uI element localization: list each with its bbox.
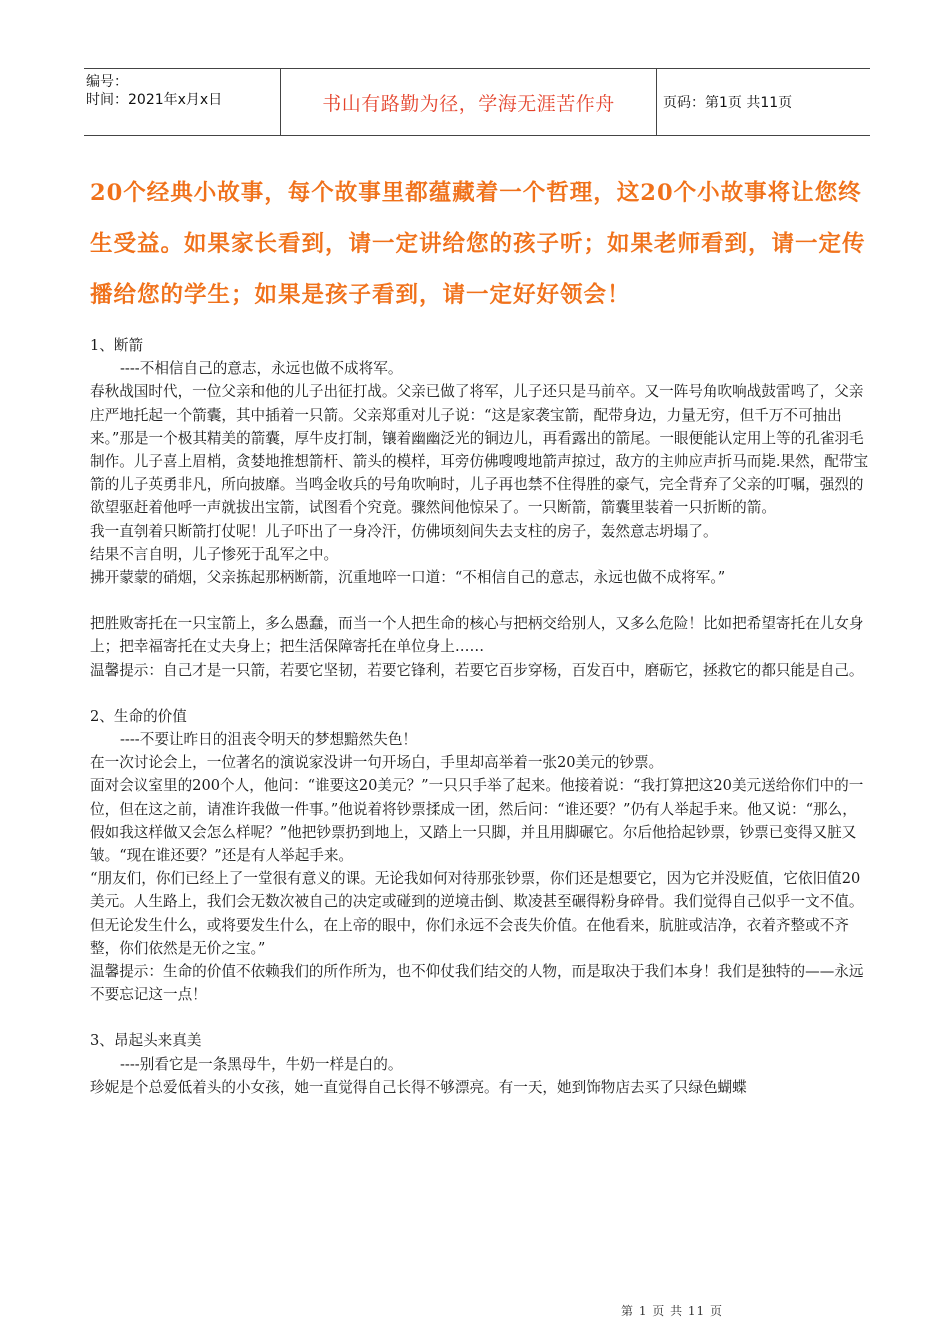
story-title: 2、生命的价值: [90, 707, 187, 725]
story-motto: ----不要让昨日的沮丧令明天的梦想黯然失色！: [120, 731, 418, 749]
story-motto: ----别看它是一条黑母牛，牛奶一样是白的。: [120, 1055, 403, 1073]
intro-heading: 20个经典小故事，每个故事里都蕴藏着一个哲理，这20个小故事将让您终生受益。如果家长看到，请一定讲给您的孩子听；如果老师看到，请一定传播给您的学生；如果是孩子看到，请一定好好领会！: [90, 180, 866, 308]
story-title: 3、昂起头来真美: [90, 1032, 202, 1050]
story-title: 1、断箭: [90, 337, 144, 354]
tip-paragraph: 温馨提示：生命的价值不依赖我们的所作所为，也不仰仗我们结交的人物，而是取决于我们本身！我们是独特的——永远不要忘记这一点！: [90, 963, 864, 1004]
story-paragraph: 结果不言自明，儿子惨死于乱军之中。: [90, 545, 339, 563]
story-paragraph: 珍妮是个总爱低着头的小女孩，她一直觉得自己长得不够漂亮。有一天，她到饰物店去买了只绿色蝴蝶: [90, 1078, 747, 1096]
spacer: [90, 589, 870, 612]
story-paragraph: 面对会议室里的200个人，他问：“谁要这20美元？”一只只手举了起来。他接着说：“我打算把这20美元送给你们中的一位，但在这之前，请准许我做一件事。”他说着将钞票揉成一团，然后问：“谁还要？”仍有人举起手来。他又说：“那么，假如我这样做又会怎么样呢？”他把钞票扔到地上，又踏上一只脚，并且用脚碾它。尔后他拾起钞票，钞票已变得又脏又皱。“现在谁还要？”还是有人举起手来。: [90, 777, 864, 865]
story-paragraph: 我一直刳着只断箭打仗呢！儿子吓出了一身冷汗，仿佛顷刻间失去支柱的房子，轰然意志坍塌了。: [90, 522, 718, 540]
date-label: 时间：2021年x月x日: [86, 92, 223, 108]
story-motto: ----不相信自己的意志，永远也做不成将军。: [120, 360, 403, 378]
tip-paragraph: 温馨提示：自己才是一只箭，若要它坚韧，若要它锋利，若要它百步穿杨，百发百中，磨砺它，拯救它的都只能是自己。: [90, 661, 864, 679]
page-indicator: 页码：第1页 共11页: [663, 95, 793, 111]
page-footer: 第 1 页 共 11 页: [621, 1304, 723, 1318]
story-paragraph: 把胜败寄托在一只宝箭上，多么愚蠢，而当一个人把生命的核心与把柄交给别人，又多么危险！比如把希望寄托在儿女身上；把幸福寄托在丈夫身上；把生活保障寄托在单位身上……: [90, 615, 864, 656]
header-meta: [84, 69, 281, 135]
story-paragraph: “朋友们，你们已经上了一堂很有意义的课。无论我如何对待那张钞票，你们还是想要它，因为它并没贬值，它依旧值20美元。人生路上，我们会无数次被自己的决定或碰到的逆境击倒、欺凌甚至碾得粉身碎骨。我们觉得自己似乎一文不值。但无论发生什么，或将要发生什么，在上帝的眼中，你们永远不会丧失价值。在他看来，肮脏或洁净，衣着齐整或不齐整，你们依然是无价之宝。”: [90, 870, 864, 957]
header-motto: 书山有路勤为径，学海无涯苦作舟: [281, 69, 657, 135]
document-body: [90, 334, 870, 1099]
story-paragraph: 拂开蒙蒙的硝烟，父亲拣起那柄断箭，沉重地啐一口道：“不相信自己的意志，永远也做不成将军。”: [90, 569, 726, 587]
spacer: [90, 682, 870, 705]
story-paragraph: 春秋战国时代，一位父亲和他的儿子出征打战。父亲已做了将军，儿子还只是马前卒。又一阵号角吹响战鼓雷鸣了，父亲庄严地托起一个箭囊，其中插着一只箭。父亲郑重对儿子说：“这是家袭宝箭，配带身边，力量无穷，但千万不可抽出来。”那是一个极其精美的箭囊，厚牛皮打制，镶着幽幽泛光的铜边儿，再看露出的箭尾。一眼便能认定用上等的孔雀羽毛制作。儿子喜上眉梢，贪婪地推想箭杆、箭头的模样，耳旁仿佛嗖嗖地箭声掠过，敌方的主帅应声折马而毙.果然，配带宝箭的儿子英勇非凡，所向披靡。当鸣金收兵的号角吹响时，儿子再也禁不住得胜的豪气，完全背弃了父亲的叮嘱，强烈的欲望驱赶着他呼一声就拔出宝箭，试图看个究竟。骤然间他惊呆了。一只断箭，箭囊里装着一只折断的箭。: [90, 383, 869, 517]
story-paragraph: 在一次讨论会上，一位著名的演说家没讲一句开场白，手里却高举着一张20美元的钞票。: [90, 754, 664, 772]
spacer: [90, 1006, 870, 1029]
header-table: [84, 68, 870, 136]
number-label: 编号：: [86, 74, 128, 90]
